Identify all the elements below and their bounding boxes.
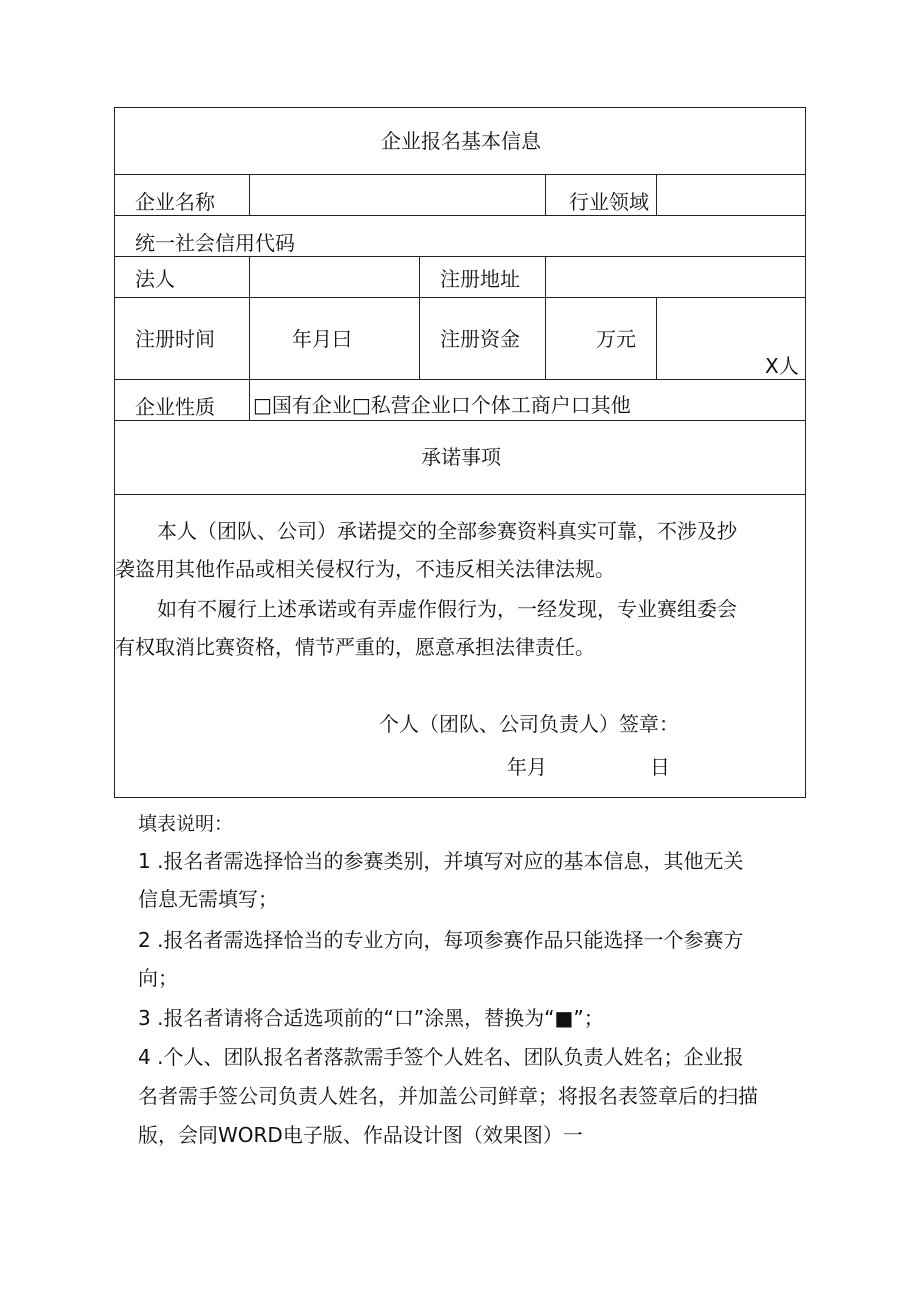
note-item: 向； bbox=[138, 966, 178, 990]
reg-capital-label: 注册资金 bbox=[440, 327, 520, 351]
row-divider bbox=[115, 379, 805, 380]
staff-unit: X人 bbox=[765, 354, 799, 378]
col-divider bbox=[249, 174, 250, 215]
capital-unit: 万元 bbox=[596, 327, 636, 351]
row-divider bbox=[115, 215, 805, 216]
row-divider bbox=[115, 256, 805, 257]
credit-code-label: 统一社会信用代码 bbox=[135, 231, 295, 255]
legal-person-label: 法人 bbox=[135, 267, 175, 291]
note-item: 3 .报名者请将合适选项前的“口”涂黑，替换为“■”； bbox=[138, 1006, 604, 1030]
commitment-text: 如有不履行上述承诺或有弄虚作假行为，一经发现，专业赛组委会 bbox=[157, 597, 737, 621]
notes-title: 填表说明： bbox=[138, 813, 234, 835]
note-item: 2 .报名者需选择恰当的专业方向，每项参赛作品只能选择一个参赛方 bbox=[138, 928, 744, 952]
commitment-text: 本人（团队、公司）承诺提交的全部参赛资料真实可靠，不涉及抄 bbox=[157, 519, 737, 543]
note-item: 1 .报名者需选择恰当的参赛类别，并填写对应的基本信息，其他无关 bbox=[138, 849, 744, 873]
row-divider bbox=[115, 174, 805, 175]
note-item: 4 .个人、团队报名者落款需手签个人姓名、团队负责人姓名；企业报 bbox=[138, 1045, 744, 1069]
note-item: 版，会同WORD电子版、作品设计图（效果图）一 bbox=[138, 1123, 583, 1147]
company-name-label: 企业名称 bbox=[135, 190, 215, 214]
commitment-text: 有权取消比赛资格，情节严重的，愿意承担法律责任。 bbox=[115, 635, 595, 659]
reg-date-placeholder: 年月曰 bbox=[292, 327, 352, 351]
nature-options: □国有企业□私营企业口个体工商户口其他 bbox=[253, 393, 631, 417]
note-item: 信息无需填写； bbox=[138, 887, 278, 911]
reg-address-label: 注册地址 bbox=[440, 267, 520, 291]
col-divider bbox=[656, 297, 657, 379]
col-divider bbox=[545, 174, 546, 215]
registration-form-table bbox=[114, 107, 806, 798]
sign-date-day: 日 bbox=[650, 755, 670, 779]
col-divider bbox=[656, 174, 657, 215]
industry-label: 行业领域 bbox=[569, 190, 649, 214]
col-divider bbox=[545, 256, 546, 379]
commitment-text: 袭盗用其他作品或相关侵权行为，不违反相关法律法规。 bbox=[115, 557, 615, 581]
row-divider bbox=[115, 494, 805, 495]
reg-time-label: 注册时间 bbox=[135, 327, 215, 351]
signature-label: 个人（团队、公司负责人）签章： bbox=[379, 712, 679, 736]
nature-label: 企业性质 bbox=[135, 395, 215, 419]
row-divider bbox=[115, 420, 805, 421]
row-divider bbox=[115, 297, 805, 298]
col-divider bbox=[249, 256, 250, 420]
note-item: 名者需手签公司负责人姓名，并加盖公司鲜章；将报名表签章后的扫描 bbox=[138, 1084, 758, 1108]
commitment-title: 承诺事项 bbox=[421, 445, 501, 469]
form-title: 企业报名基本信息 bbox=[381, 129, 541, 153]
col-divider bbox=[419, 256, 420, 379]
sign-date-year-month: 年月 bbox=[507, 755, 547, 779]
